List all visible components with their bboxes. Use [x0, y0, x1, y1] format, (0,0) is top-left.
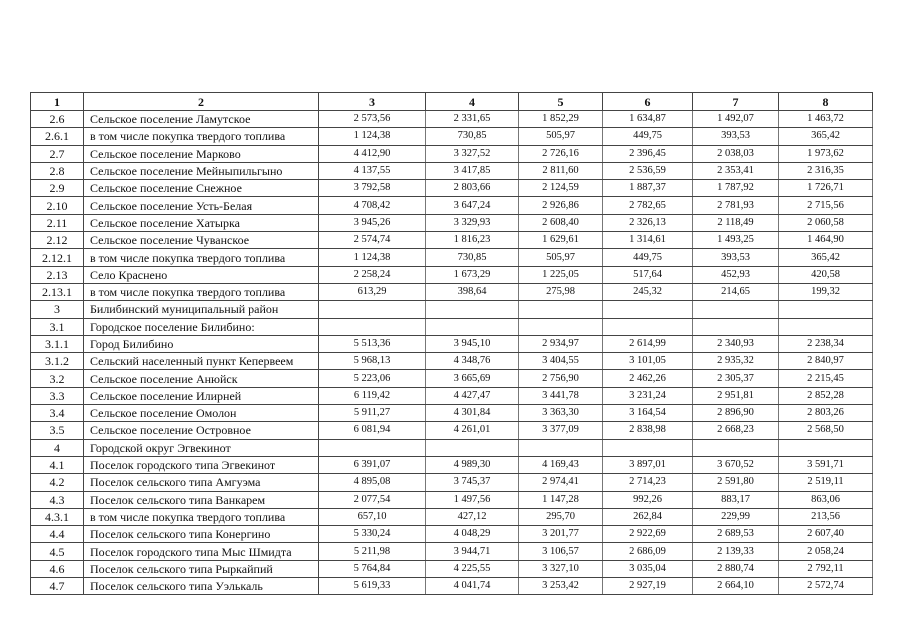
value-cell-col7: 2 664,10	[693, 578, 779, 595]
row-code: 3.3	[31, 387, 84, 404]
table-row	[31, 283, 873, 300]
table-row	[31, 560, 873, 577]
value-cell-col4: 3 745,37	[426, 474, 519, 491]
column-header-8: 8	[779, 93, 873, 111]
value-cell-col6	[603, 301, 693, 318]
row-code: 4	[31, 439, 84, 456]
value-cell-col3: 6 391,07	[319, 456, 426, 473]
row-code: 3.5	[31, 422, 84, 439]
table-row	[31, 405, 873, 422]
table-row	[31, 162, 873, 179]
value-cell-col5: 3 377,09	[519, 422, 603, 439]
value-cell-col8	[779, 301, 873, 318]
value-cell-col3: 1 124,38	[319, 249, 426, 266]
value-cell-col8: 2 058,24	[779, 543, 873, 560]
value-cell-col3: 5 330,24	[319, 526, 426, 543]
value-cell-col5	[519, 318, 603, 335]
value-cell-col4: 730,85	[426, 128, 519, 145]
value-cell-col5: 1 852,29	[519, 111, 603, 128]
row-name: Сельский населенный пункт Кепервеем	[84, 353, 319, 370]
value-cell-col6: 2 686,09	[603, 543, 693, 560]
value-cell-col8: 420,58	[779, 266, 873, 283]
row-name: Поселок сельского типа Конергино	[84, 526, 319, 543]
row-code: 2.10	[31, 197, 84, 214]
value-cell-col8: 199,32	[779, 283, 873, 300]
table-row	[31, 214, 873, 231]
row-name: Город Билибино	[84, 335, 319, 352]
row-name: Сельское поселение Снежное	[84, 180, 319, 197]
row-name: Поселок сельского типа Уэлькаль	[84, 578, 319, 595]
value-cell-col8: 2 803,26	[779, 405, 873, 422]
value-cell-col6: 3 035,04	[603, 560, 693, 577]
value-cell-col5: 2 608,40	[519, 214, 603, 231]
row-code: 2.11	[31, 214, 84, 231]
value-cell-col6: 262,84	[603, 508, 693, 525]
value-cell-col5: 3 201,77	[519, 526, 603, 543]
table-row	[31, 128, 873, 145]
row-name: Сельское поселение Чуванское	[84, 232, 319, 249]
value-cell-col7: 1 493,25	[693, 232, 779, 249]
row-code: 2.13	[31, 266, 84, 283]
value-cell-col7	[693, 318, 779, 335]
value-cell-col5: 1 147,28	[519, 491, 603, 508]
value-cell-col3: 5 911,27	[319, 405, 426, 422]
value-cell-col4: 1 673,29	[426, 266, 519, 283]
value-cell-col8	[779, 318, 873, 335]
row-name: Сельское поселение Анюйск	[84, 370, 319, 387]
value-cell-col3	[319, 439, 426, 456]
value-cell-col4	[426, 301, 519, 318]
row-name: Сельское поселение Омолон	[84, 405, 319, 422]
value-cell-col3: 4 708,42	[319, 197, 426, 214]
value-cell-col4: 3 329,93	[426, 214, 519, 231]
value-cell-col5: 4 169,43	[519, 456, 603, 473]
value-cell-col5: 2 811,60	[519, 162, 603, 179]
value-cell-col5: 3 441,78	[519, 387, 603, 404]
row-code: 3.1	[31, 318, 84, 335]
row-code: 4.1	[31, 456, 84, 473]
value-cell-col8: 2 572,74	[779, 578, 873, 595]
value-cell-col8: 2 852,28	[779, 387, 873, 404]
value-cell-col4: 3 327,52	[426, 145, 519, 162]
value-cell-col4: 398,64	[426, 283, 519, 300]
value-cell-col3: 3 945,26	[319, 214, 426, 231]
value-cell-col6: 2 927,19	[603, 578, 693, 595]
row-name: Сельское поселение Мейныпильгыно	[84, 162, 319, 179]
value-cell-col5: 505,97	[519, 128, 603, 145]
value-cell-col4: 730,85	[426, 249, 519, 266]
column-header-6: 6	[603, 93, 693, 111]
value-cell-col3: 6 119,42	[319, 387, 426, 404]
value-cell-col4: 3 945,10	[426, 335, 519, 352]
value-cell-col7: 229,99	[693, 508, 779, 525]
value-cell-col5	[519, 439, 603, 456]
value-cell-col7: 2 118,49	[693, 214, 779, 231]
value-cell-col5: 2 926,86	[519, 197, 603, 214]
value-cell-col3: 2 573,56	[319, 111, 426, 128]
value-cell-col3: 2 077,54	[319, 491, 426, 508]
value-cell-col6: 3 897,01	[603, 456, 693, 473]
value-cell-col8: 2 238,34	[779, 335, 873, 352]
value-cell-col4: 3 647,24	[426, 197, 519, 214]
value-cell-col6: 2 536,59	[603, 162, 693, 179]
table-row	[31, 232, 873, 249]
column-header-5: 5	[519, 93, 603, 111]
value-cell-col4	[426, 318, 519, 335]
value-cell-col5: 505,97	[519, 249, 603, 266]
value-cell-col4: 2 803,66	[426, 180, 519, 197]
table-row	[31, 353, 873, 370]
row-name: в том числе покупка твердого топлива	[84, 283, 319, 300]
row-name: Билибинский муниципальный район	[84, 301, 319, 318]
value-cell-col8: 365,42	[779, 249, 873, 266]
row-code: 4.3.1	[31, 508, 84, 525]
value-cell-col7: 883,17	[693, 491, 779, 508]
value-cell-col7: 2 781,93	[693, 197, 779, 214]
value-cell-col3: 657,10	[319, 508, 426, 525]
row-name: Сельское поселение Усть-Белая	[84, 197, 319, 214]
value-cell-col5: 2 124,59	[519, 180, 603, 197]
value-cell-col8: 2 792,11	[779, 560, 873, 577]
value-cell-col7: 452,93	[693, 266, 779, 283]
value-cell-col7: 2 139,33	[693, 543, 779, 560]
row-name: Поселок сельского типа Рыркайпий	[84, 560, 319, 577]
value-cell-col6: 2 396,45	[603, 145, 693, 162]
value-cell-col6: 3 164,54	[603, 405, 693, 422]
column-header-4: 4	[426, 93, 519, 111]
value-cell-col6: 2 614,99	[603, 335, 693, 352]
value-cell-col3: 5 619,33	[319, 578, 426, 595]
table-row	[31, 543, 873, 560]
table-row	[31, 249, 873, 266]
value-cell-col7: 2 668,23	[693, 422, 779, 439]
value-cell-col5: 2 756,90	[519, 370, 603, 387]
value-cell-col5: 295,70	[519, 508, 603, 525]
value-cell-col6: 2 838,98	[603, 422, 693, 439]
value-cell-col4: 4 048,29	[426, 526, 519, 543]
value-cell-col3: 4 412,90	[319, 145, 426, 162]
table-row	[31, 491, 873, 508]
value-cell-col7: 2 880,74	[693, 560, 779, 577]
value-cell-col6	[603, 318, 693, 335]
value-cell-col6: 992,26	[603, 491, 693, 508]
table-row	[31, 318, 873, 335]
value-cell-col4: 3 665,69	[426, 370, 519, 387]
value-cell-col8: 1 726,71	[779, 180, 873, 197]
value-cell-col6	[603, 439, 693, 456]
value-cell-col8	[779, 439, 873, 456]
value-cell-col7: 393,53	[693, 249, 779, 266]
value-cell-col5: 275,98	[519, 283, 603, 300]
value-cell-col4: 1 816,23	[426, 232, 519, 249]
value-cell-col5: 2 934,97	[519, 335, 603, 352]
row-name: Сельское поселение Хатырка	[84, 214, 319, 231]
row-name: Село Краснено	[84, 266, 319, 283]
value-cell-col6: 245,32	[603, 283, 693, 300]
value-cell-col8: 365,42	[779, 128, 873, 145]
value-cell-col3: 5 764,84	[319, 560, 426, 577]
value-cell-col4: 1 497,56	[426, 491, 519, 508]
table-row	[31, 180, 873, 197]
value-cell-col6: 449,75	[603, 249, 693, 266]
column-header-7: 7	[693, 93, 779, 111]
row-code: 4.4	[31, 526, 84, 543]
value-cell-col7: 1 787,92	[693, 180, 779, 197]
value-cell-col4: 4 301,84	[426, 405, 519, 422]
value-cell-col3: 4 895,08	[319, 474, 426, 491]
value-cell-col8: 213,56	[779, 508, 873, 525]
value-cell-col3	[319, 301, 426, 318]
value-cell-col8: 2 060,58	[779, 214, 873, 231]
value-cell-col7: 1 492,07	[693, 111, 779, 128]
value-cell-col7: 2 689,53	[693, 526, 779, 543]
value-cell-col7	[693, 301, 779, 318]
value-cell-col5: 1 629,61	[519, 232, 603, 249]
value-cell-col7: 2 896,90	[693, 405, 779, 422]
value-cell-col3: 5 968,13	[319, 353, 426, 370]
value-cell-col7: 393,53	[693, 128, 779, 145]
row-code: 4.5	[31, 543, 84, 560]
value-cell-col8: 2 840,97	[779, 353, 873, 370]
value-cell-col5	[519, 301, 603, 318]
value-cell-col8: 2 316,35	[779, 162, 873, 179]
value-cell-col5: 3 106,57	[519, 543, 603, 560]
value-cell-col4: 3 417,85	[426, 162, 519, 179]
value-cell-col4	[426, 439, 519, 456]
row-code: 3.1.2	[31, 353, 84, 370]
value-cell-col6: 3 231,24	[603, 387, 693, 404]
row-code: 2.13.1	[31, 283, 84, 300]
value-cell-col3: 2 574,74	[319, 232, 426, 249]
table-row	[31, 111, 873, 128]
value-cell-col3: 2 258,24	[319, 266, 426, 283]
row-name: Поселок городского типа Мыс Шмидта	[84, 543, 319, 560]
row-name: Поселок городского типа Эгвекинот	[84, 456, 319, 473]
value-cell-col7: 2 951,81	[693, 387, 779, 404]
value-cell-col8: 1 973,62	[779, 145, 873, 162]
row-name: Поселок сельского типа Амгуэма	[84, 474, 319, 491]
value-cell-col6: 2 462,26	[603, 370, 693, 387]
row-name: в том числе покупка твердого топлива	[84, 508, 319, 525]
value-cell-col5: 3 404,55	[519, 353, 603, 370]
table-row	[31, 578, 873, 595]
row-code: 3	[31, 301, 84, 318]
row-code: 2.6.1	[31, 128, 84, 145]
value-cell-col5: 2 974,41	[519, 474, 603, 491]
value-cell-col4: 4 348,76	[426, 353, 519, 370]
row-code: 2.7	[31, 145, 84, 162]
row-name: в том числе покупка твердого топлива	[84, 249, 319, 266]
value-cell-col8: 2 519,11	[779, 474, 873, 491]
row-code: 2.6	[31, 111, 84, 128]
value-cell-col5: 3 327,10	[519, 560, 603, 577]
table-row	[31, 301, 873, 318]
row-name: Сельское поселение Ламутское	[84, 111, 319, 128]
value-cell-col3: 613,29	[319, 283, 426, 300]
row-code: 2.12	[31, 232, 84, 249]
header-row	[31, 93, 873, 111]
value-cell-col7: 2 340,93	[693, 335, 779, 352]
value-cell-col4: 4 427,47	[426, 387, 519, 404]
value-cell-col6: 2 782,65	[603, 197, 693, 214]
table-row	[31, 266, 873, 283]
value-cell-col5: 3 363,30	[519, 405, 603, 422]
value-cell-col3: 3 792,58	[319, 180, 426, 197]
value-cell-col4: 4 989,30	[426, 456, 519, 473]
value-cell-col8: 1 463,72	[779, 111, 873, 128]
table-row	[31, 422, 873, 439]
table-row	[31, 370, 873, 387]
value-cell-col7: 2 305,37	[693, 370, 779, 387]
value-cell-col7	[693, 439, 779, 456]
value-cell-col8: 2 607,40	[779, 526, 873, 543]
value-cell-col5: 2 726,16	[519, 145, 603, 162]
row-name: Городское поселение Билибино:	[84, 318, 319, 335]
table-row	[31, 335, 873, 352]
row-code: 3.2	[31, 370, 84, 387]
value-cell-col5: 1 225,05	[519, 266, 603, 283]
value-cell-col3: 6 081,94	[319, 422, 426, 439]
table-row	[31, 145, 873, 162]
value-cell-col7: 2 591,80	[693, 474, 779, 491]
table-row	[31, 387, 873, 404]
value-cell-col4: 4 261,01	[426, 422, 519, 439]
value-cell-col3	[319, 318, 426, 335]
value-cell-col3: 5 223,06	[319, 370, 426, 387]
value-cell-col3: 5 513,36	[319, 335, 426, 352]
value-cell-col8: 2 568,50	[779, 422, 873, 439]
value-cell-col4: 427,12	[426, 508, 519, 525]
value-cell-col7: 3 670,52	[693, 456, 779, 473]
value-cell-col3: 4 137,55	[319, 162, 426, 179]
value-cell-col6: 2 922,69	[603, 526, 693, 543]
row-code: 4.6	[31, 560, 84, 577]
value-cell-col6: 3 101,05	[603, 353, 693, 370]
value-cell-col6: 2 714,23	[603, 474, 693, 491]
row-code: 3.4	[31, 405, 84, 422]
row-name: Сельское поселение Островное	[84, 422, 319, 439]
value-cell-col6: 2 326,13	[603, 214, 693, 231]
tariff-table	[30, 92, 873, 595]
value-cell-col8: 2 215,45	[779, 370, 873, 387]
value-cell-col8: 1 464,90	[779, 232, 873, 249]
value-cell-col4: 4 225,55	[426, 560, 519, 577]
row-code: 4.2	[31, 474, 84, 491]
row-code: 2.9	[31, 180, 84, 197]
value-cell-col3: 5 211,98	[319, 543, 426, 560]
value-cell-col7: 214,65	[693, 283, 779, 300]
row-name: Сельское поселение Марково	[84, 145, 319, 162]
row-code: 4.3	[31, 491, 84, 508]
table-row	[31, 456, 873, 473]
value-cell-col4: 4 041,74	[426, 578, 519, 595]
row-code: 2.8	[31, 162, 84, 179]
table-row	[31, 474, 873, 491]
row-name: Городской округ Эгвекинот	[84, 439, 319, 456]
value-cell-col6: 449,75	[603, 128, 693, 145]
row-code: 2.12.1	[31, 249, 84, 266]
row-code: 4.7	[31, 578, 84, 595]
value-cell-col6: 1 887,37	[603, 180, 693, 197]
value-cell-col5: 3 253,42	[519, 578, 603, 595]
value-cell-col3: 1 124,38	[319, 128, 426, 145]
table-row	[31, 197, 873, 214]
table-row	[31, 526, 873, 543]
value-cell-col8: 863,06	[779, 491, 873, 508]
row-name: Поселок сельского типа Ванкарем	[84, 491, 319, 508]
table-row	[31, 439, 873, 456]
value-cell-col7: 2 038,03	[693, 145, 779, 162]
column-header-3: 3	[319, 93, 426, 111]
value-cell-col6: 1 314,61	[603, 232, 693, 249]
value-cell-col8: 3 591,71	[779, 456, 873, 473]
row-code: 3.1.1	[31, 335, 84, 352]
value-cell-col4: 3 944,71	[426, 543, 519, 560]
value-cell-col6: 1 634,87	[603, 111, 693, 128]
row-name: в том числе покупка твердого топлива	[84, 128, 319, 145]
table-row	[31, 508, 873, 525]
value-cell-col7: 2 353,41	[693, 162, 779, 179]
value-cell-col8: 2 715,56	[779, 197, 873, 214]
value-cell-col4: 2 331,65	[426, 111, 519, 128]
column-header-1: 1	[31, 93, 84, 111]
column-header-2: 2	[84, 93, 319, 111]
row-name: Сельское поселение Илирней	[84, 387, 319, 404]
value-cell-col7: 2 935,32	[693, 353, 779, 370]
value-cell-col6: 517,64	[603, 266, 693, 283]
